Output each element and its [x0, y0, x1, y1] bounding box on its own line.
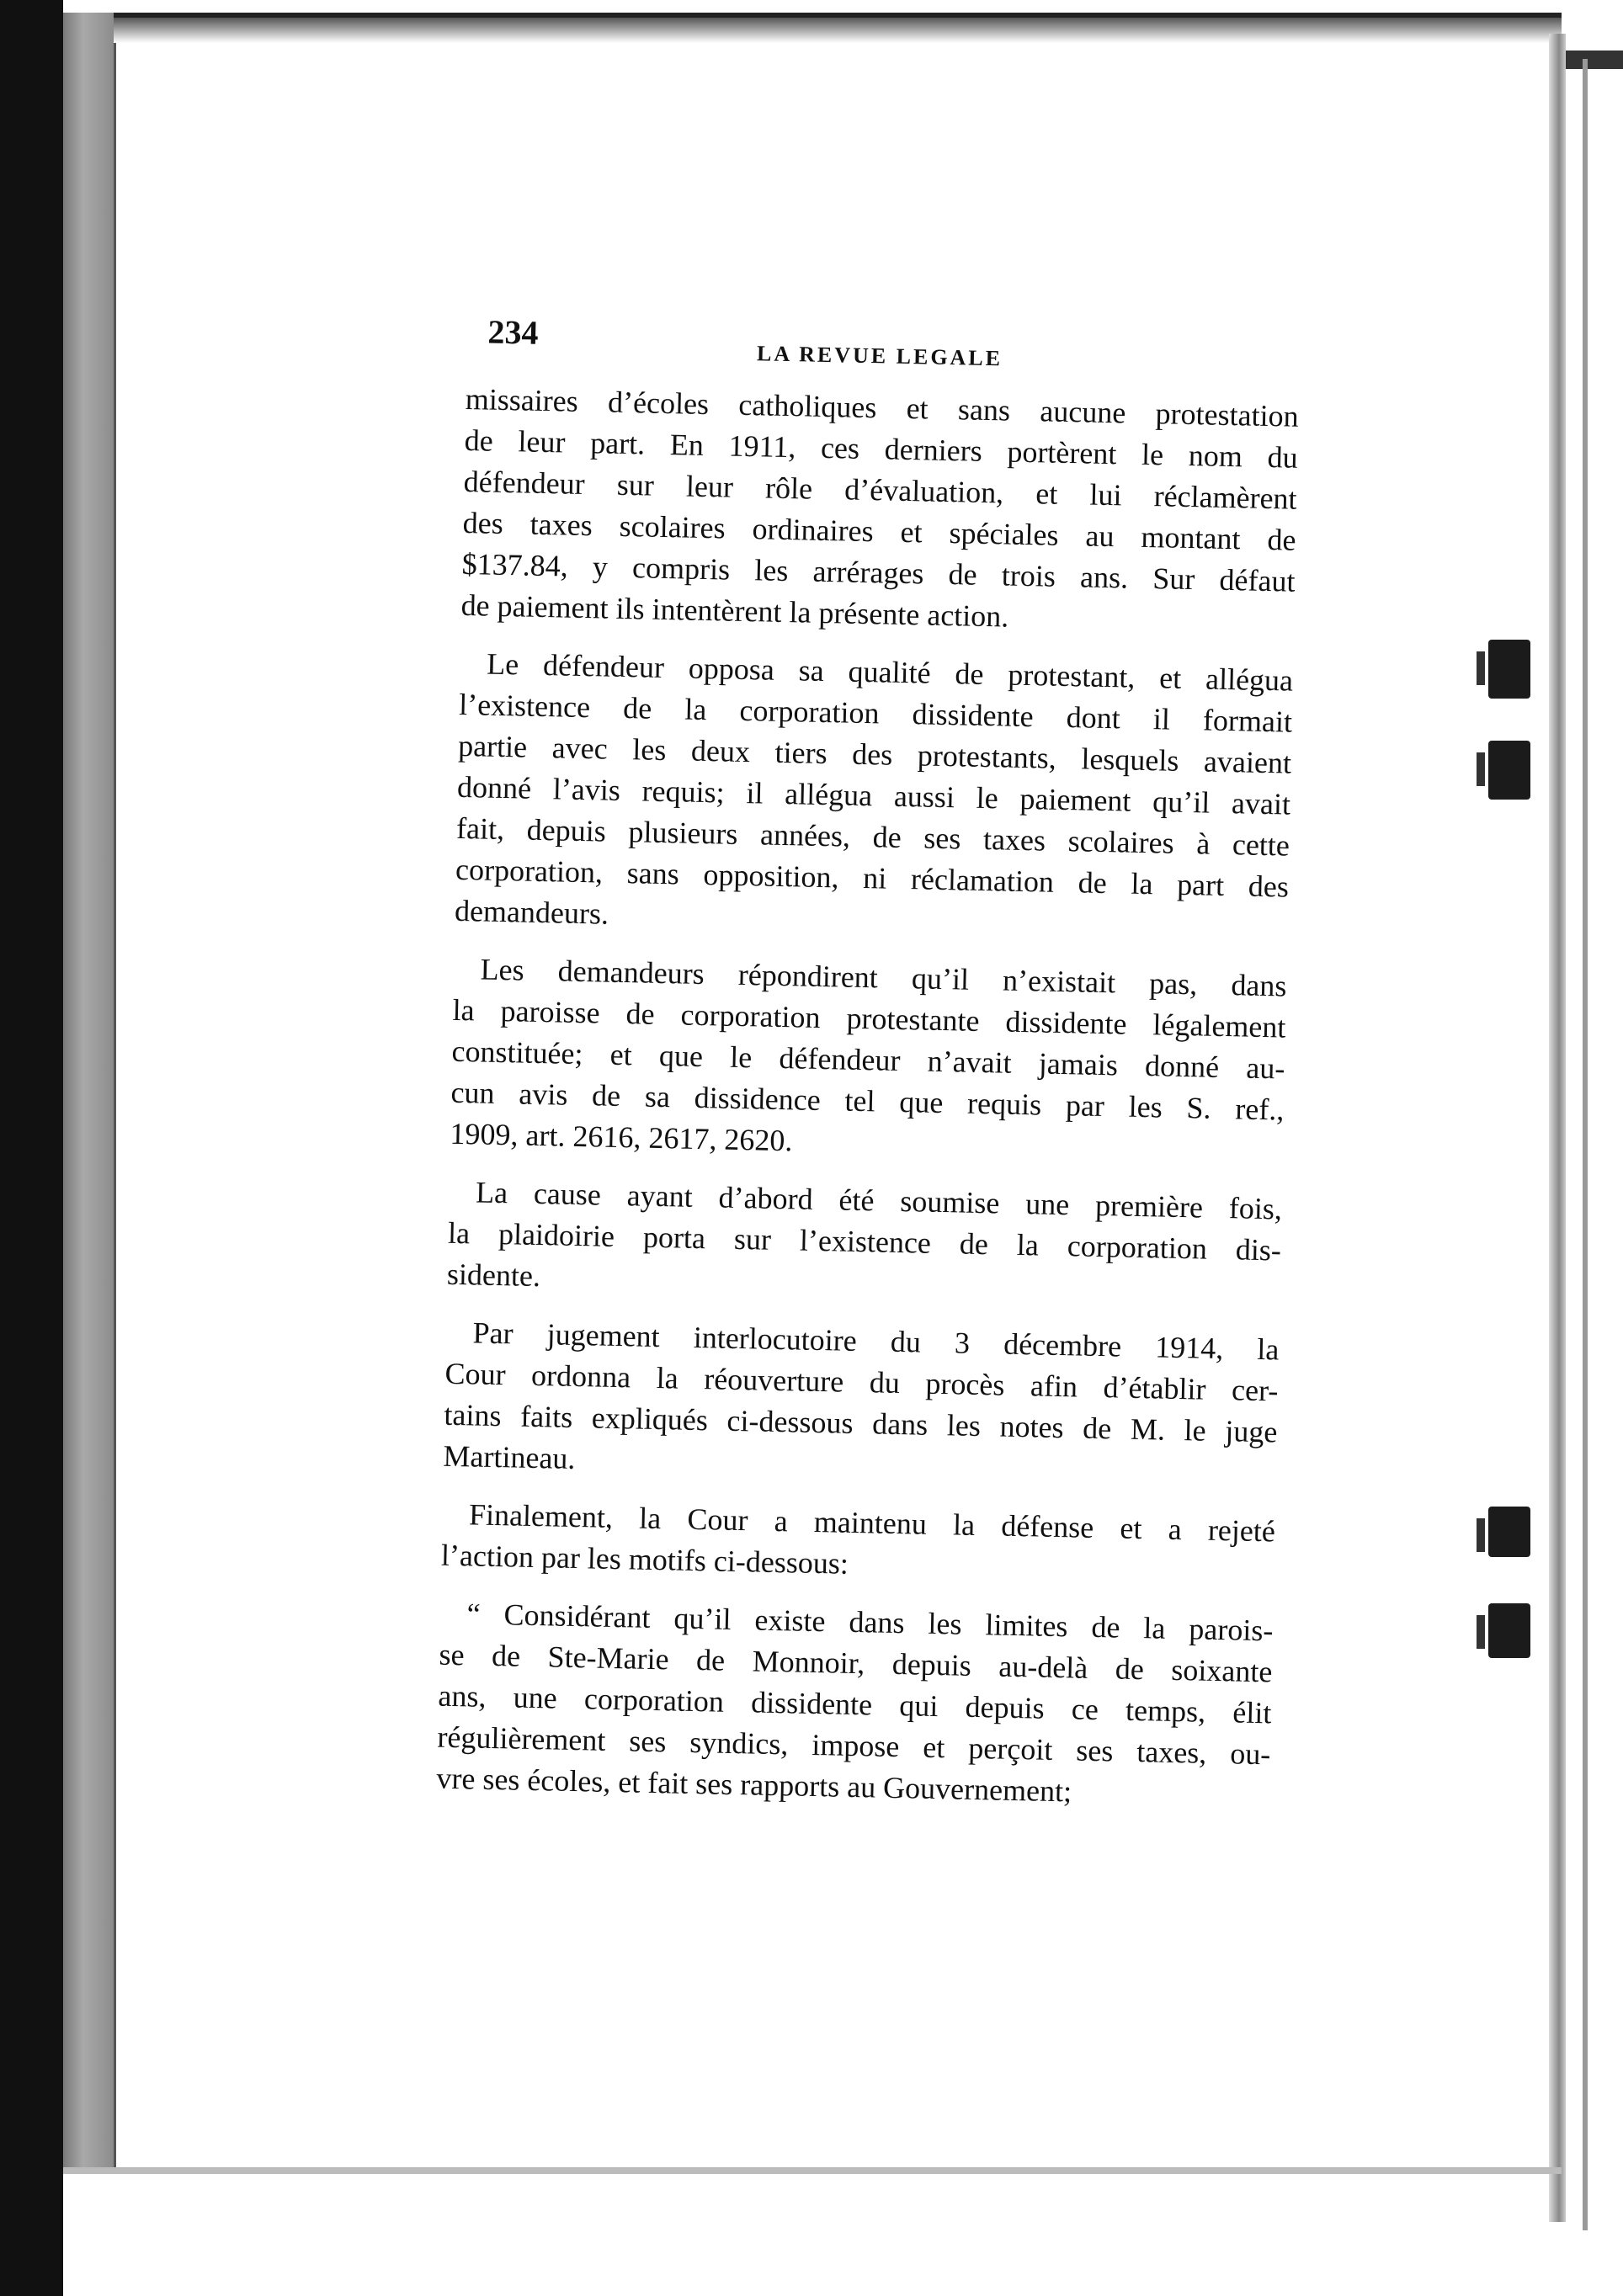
paragraph — [450, 949, 1287, 1172]
text-line: sidente. — [446, 1257, 541, 1294]
page-text-block — [436, 311, 1301, 1833]
paragraph — [443, 1312, 1280, 1495]
text-line: demandeurs. — [454, 893, 609, 931]
binding-edge — [0, 0, 63, 2296]
paragraph — [447, 1172, 1283, 1313]
top-page-edge — [114, 13, 1562, 43]
text-line: corporation, sans opposition, ni réclamation de la part des — [455, 852, 1290, 904]
text-line: tains faits expliqués ci-dessous dans les notes de M. le juge — [444, 1397, 1278, 1449]
text-line: constituée; et que le défendeur n’avait jamais donné au- — [451, 1034, 1285, 1086]
text-line: de leur part. En 1911, ces derniers portèrent le nom du — [464, 423, 1298, 475]
right-page-edge — [1549, 34, 1566, 2222]
text-line: l’action par les motifs ci-dessous: — [440, 1538, 849, 1581]
text-line: Par jugement interlocutoire du 3 décembre 1914, la — [472, 1315, 1280, 1367]
running-head: LA REVUE LEGALE — [756, 341, 1003, 371]
text-line: La cause ayant d’abord été soumise une première fois, — [475, 1175, 1283, 1226]
text-line: Le défendeur opposa sa qualité de protestant, et allégua — [486, 646, 1294, 698]
page-edge-shadow — [63, 13, 116, 2167]
binder-clip-mark — [1488, 1507, 1530, 1557]
right-top-corner — [1566, 50, 1623, 69]
text-line: vre ses écoles, et fait ses rapports au Gouvernement; — [436, 1761, 1072, 1809]
text-line: défendeur sur leur rôle d’évaluation, et lui réclamèrent — [463, 464, 1297, 516]
text-line: cun avis de sa dissidence tel que requis par les S. ref., — [450, 1075, 1285, 1127]
paragraph — [455, 643, 1294, 949]
text-line: Cour ordonna la réouverture du procès afin d’établir cer- — [444, 1356, 1279, 1408]
paragraph — [460, 379, 1299, 644]
text-line: des taxes scolaires ordinaires et spéciales au montant de — [462, 505, 1296, 557]
text-line: la paroisse de corporation protestante dissidente légalement — [452, 992, 1286, 1044]
text-line: se de Ste-Marie de Monnoir, depuis au-delà de soixante — [439, 1637, 1273, 1689]
binder-clip-mark — [1488, 640, 1530, 699]
body-text — [436, 379, 1299, 1816]
text-line: régulièrement ses syndics, impose et perçoit ses taxes, ou- — [437, 1719, 1271, 1772]
binder-clip-mark — [1488, 741, 1530, 800]
text-line: missaires d’écoles catholiques et sans aucune protestation — [465, 381, 1300, 433]
text-line: “ Considérant qu’il existe dans les limites de la parois- — [466, 1597, 1274, 1648]
text-line: 1909, art. 2616, 2617, 2620. — [450, 1116, 793, 1158]
right-edge-line — [1583, 59, 1588, 2230]
paragraph — [436, 1593, 1274, 1817]
text-line: donné l’avis requis; il allégua aussi le paiement qu’il avait — [456, 769, 1291, 821]
text-line: fait, depuis plusieurs années, de ses taxes scolaires à cette — [455, 811, 1290, 863]
text-line: Les demandeurs répondirent qu’il n’existait pas, dans — [480, 952, 1287, 1003]
text-line: la plaidoirie porta sur l’existence de la corporation dis- — [447, 1215, 1282, 1268]
page-number: 234 — [487, 312, 539, 352]
text-line: de paiement ils intentèrent la présente action. — [460, 587, 1009, 634]
bottom-page-edge — [63, 2167, 1562, 2174]
text-line: l’existence de la corporation dissidente dont il formait — [458, 687, 1293, 739]
text-line: partie avec les deux tiers des protestants, lesquels avaient — [457, 728, 1292, 780]
paragraph — [441, 1494, 1276, 1594]
text-line: Finalement, la Cour a maintenu la défense et a rejeté — [468, 1497, 1276, 1549]
text-line: Martineau. — [443, 1438, 576, 1475]
text-line: ans, une corporation dissidente qui depuis ce temps, élit — [438, 1678, 1272, 1730]
binder-clip-mark — [1488, 1603, 1530, 1658]
text-line: $137.84, y compris les arrérages de trois ans. Sur défaut — [461, 546, 1296, 598]
